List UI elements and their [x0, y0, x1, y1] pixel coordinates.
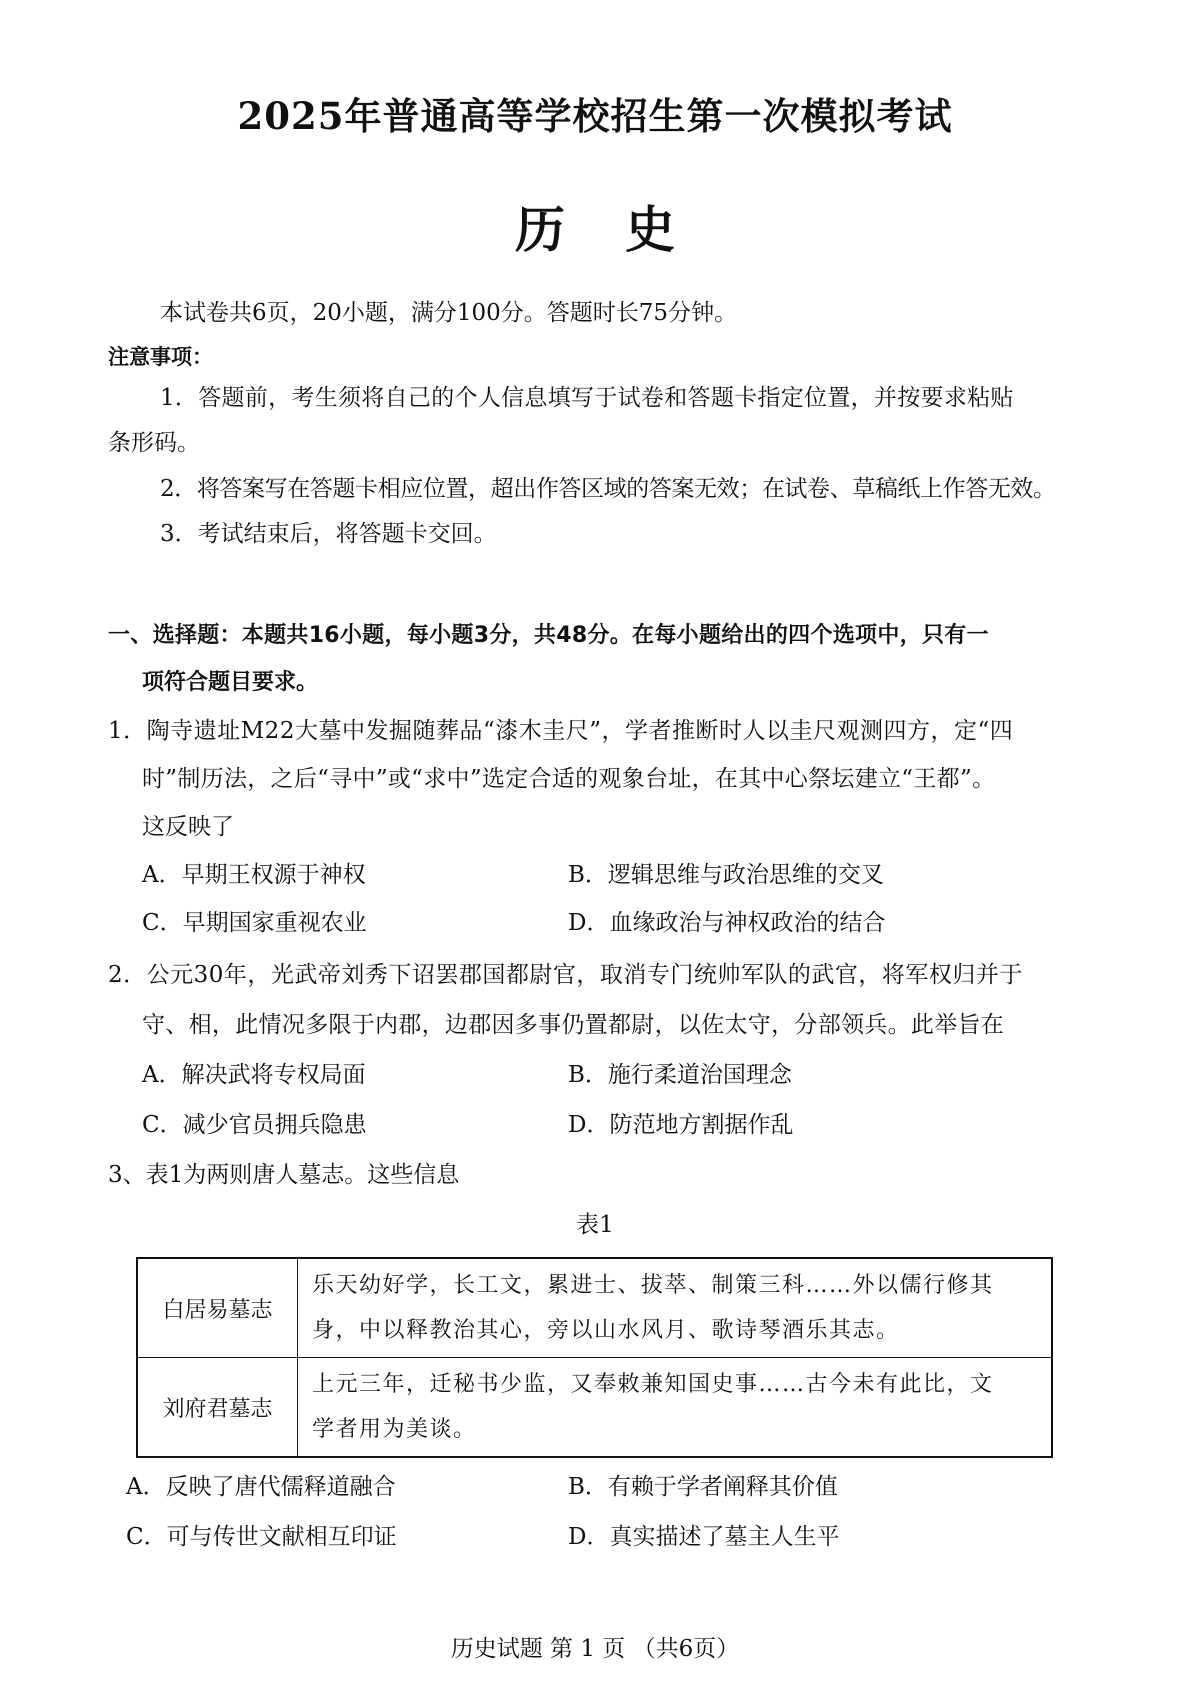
- epitaph-line: 上元三年，迁秘书少监，又奉敕兼知国史事……古今未有此比，文: [312, 1372, 994, 1397]
- epitaph-name: 刘府君墓志: [137, 1358, 298, 1458]
- notice-item-3: 3．考试结束后，将答题卡交回。: [160, 521, 497, 547]
- epitaph-name: 白居易墓志: [137, 1258, 298, 1358]
- epitaph-content: [298, 1258, 1053, 1358]
- q2-option-b: B．施行柔道治国理念: [568, 1062, 792, 1088]
- epitaph-line: 身，中以释教治其心，旁以山水风月、歌诗琴酒乐其志。: [312, 1318, 900, 1343]
- notice-heading: 注意事项：: [108, 345, 213, 369]
- q1-option-c: C．早期国家重视农业: [142, 910, 367, 936]
- q3-stem: 3、表1为两则唐人墓志。这些信息: [108, 1162, 460, 1188]
- subject-title: 历史: [515, 200, 735, 259]
- q2-option-c: C．减少官员拥兵隐患: [142, 1112, 367, 1138]
- q2-stem-line-2: 守、相，此情况多限于内郡，边郡因多事仍置都尉，以佐太守，分部领兵。此举旨在: [142, 1012, 1005, 1038]
- section-1-heading-cont: 项符合题目要求。: [142, 670, 319, 695]
- q1-option-b: B．逻辑思维与政治思维的交叉: [568, 862, 884, 888]
- epitaph-line: 乐天幼好学，长工文，累进士、拔萃、制策三科……外以儒行修其: [312, 1273, 994, 1298]
- q1-stem-line-1: 1．陶寺遗址M22大墓中发掘随葬品“漆木圭尺”，学者推断时人以圭尺观测四方，定“四: [108, 718, 1014, 744]
- q1-option-a: A．早期王权源于神权: [142, 862, 366, 888]
- q2-option-a: A．解决武将专权局面: [142, 1062, 366, 1088]
- notice-item-1: 1．答题前，考生须将自己的个人信息填写于试卷和答题卡指定位置，并按要求粘贴: [160, 385, 1014, 411]
- table-row: [137, 1358, 1052, 1458]
- table-caption: 表1: [576, 1212, 614, 1238]
- q3-option-a: A．反映了唐代儒释道融合: [126, 1474, 396, 1500]
- exam-title: 2025年普通高等学校招生第一次模拟考试: [237, 94, 953, 138]
- q2-stem-line-1: 2．公元30年，光武帝刘秀下诏罢郡国都尉官，取消专门统帅军队的武官，将军权归并于: [108, 962, 1023, 988]
- epitaph-line: 学者用为美谈。: [312, 1417, 477, 1442]
- q3-option-b: B．有赖于学者阐释其价值: [568, 1474, 838, 1500]
- epitaph-content: [298, 1358, 1053, 1458]
- q1-stem-line-2: 时”制历法，之后“寻中”或“求中”选定合适的观象台址，在其中心祭坛建立“王都”。: [142, 766, 996, 792]
- notice-item-2: 2．将答案写在答题卡相应位置，超出作答区域的答案无效；在试卷、草稿纸上作答无效。: [160, 476, 1056, 502]
- q2-option-d: D．防范地方割据作乱: [568, 1112, 794, 1138]
- table-row: [137, 1258, 1052, 1358]
- q3-option-d: D．真实描述了墓主人生平: [568, 1524, 840, 1550]
- q1-option-d: D．血缘政治与神权政治的结合: [568, 910, 886, 936]
- page-footer: 历史试题 第 1 页 （共6页）: [450, 1636, 740, 1662]
- q3-option-c: C．可与传世文献相互印证: [126, 1524, 397, 1550]
- section-1-heading: 一、选择题：本题共16小题，每小题3分，共48分。在每小题给出的四个选项中，只有一: [108, 623, 989, 648]
- epitaph-table: [136, 1257, 1053, 1458]
- notice-item-1-cont: 条形码。: [108, 430, 200, 456]
- q1-stem-line-3: 这反映了: [142, 814, 234, 840]
- exam-intro: 本试卷共6页，20小题，满分100分。答题时长75分钟。: [160, 300, 738, 326]
